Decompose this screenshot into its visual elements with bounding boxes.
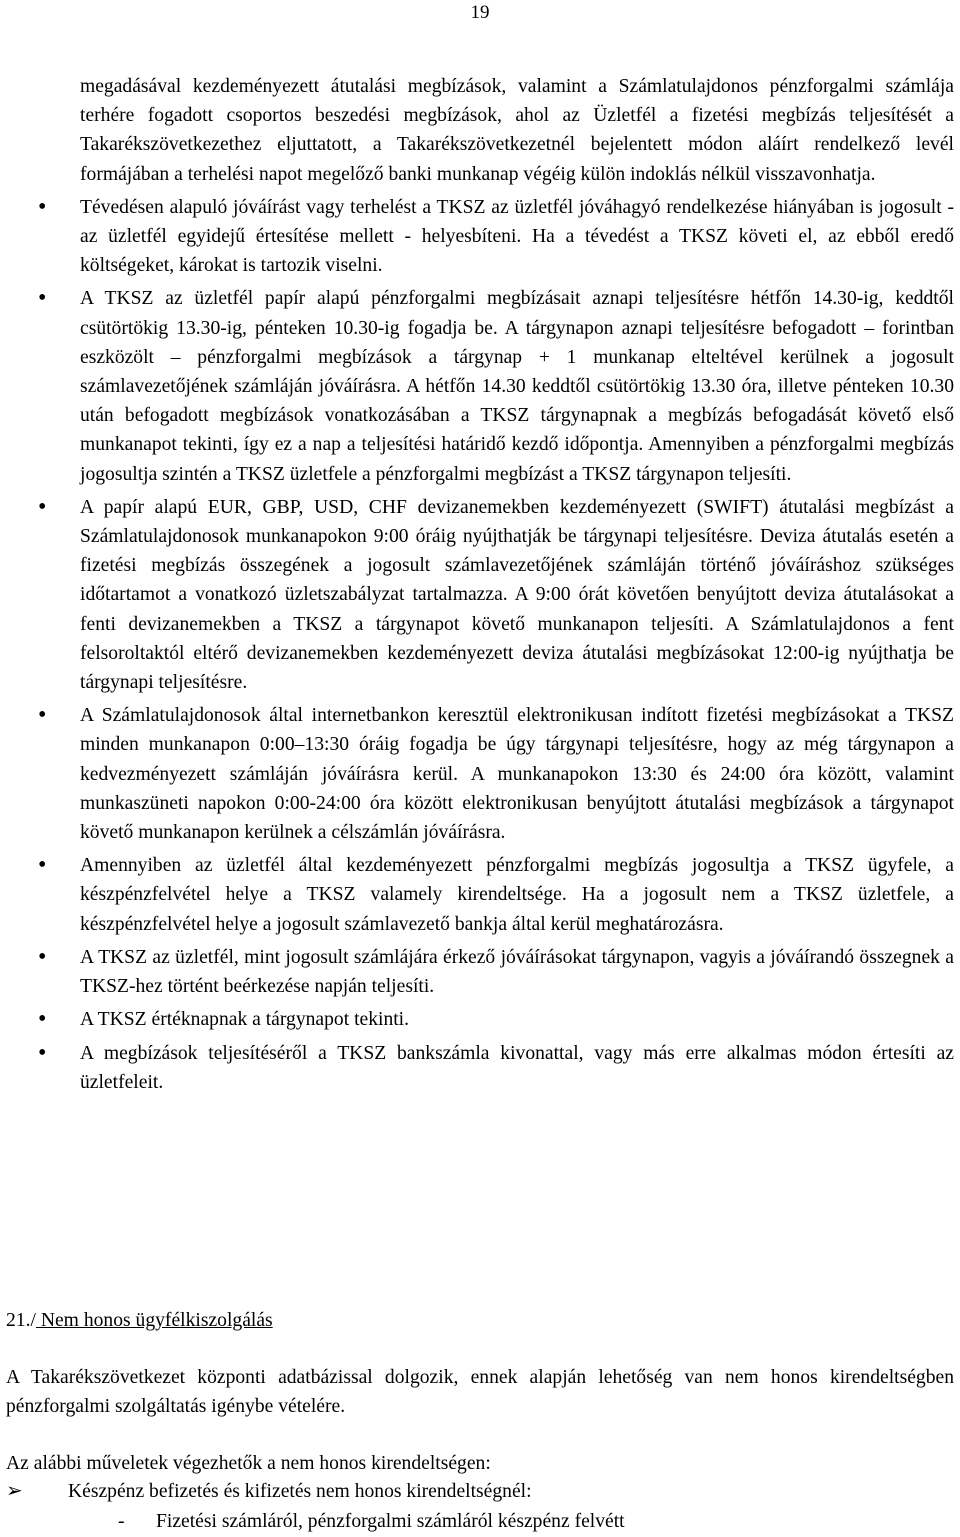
- bullet-icon: •: [38, 1039, 47, 1066]
- list-item-text: A Számlatulajdonosok által internetbankon keresztül elektronikusan indított fizetési megbízásokat a TKSZ minden munkanapon 0:00–13:30 óráig fogadja be úgy tárgynapi teljesítésre, hogy az még tárgynapon a kedvezményezett számláján jóváírásra kerül. A munkanapokon 13:30 és 24:00 óra között, valamint munkaszüneti napokon 0:00-24:00 óra között elektronikusan benyújtott átutalási megbízások a tárgynapot követő munkanapon kerülnek a célszámlán jóváírásra.: [80, 705, 954, 844]
- dash-bullet-icon: -: [118, 1511, 125, 1532]
- list-item: [0, 1005, 960, 1034]
- dash-list-item: [118, 1507, 938, 1536]
- list-item: [0, 493, 960, 697]
- section-number: 21./: [6, 1310, 36, 1331]
- intro-paragraph: A Takarékszövetkezet központi adatbázissal dolgozik, ennek alapján lehetőség van nem honos kirendeltségben pénzforgalmi szolgáltatás igénybe vételére.: [6, 1367, 954, 1417]
- bullet-icon: •: [38, 285, 47, 312]
- list-item: [0, 284, 960, 488]
- list-item-text: megadásával kezdeményezett átutalási megbízások, valamint a Számlatulajdonos pénzforgalmi számlája terhére fogadott csoportos beszedési megbízások, ahol az Üzletfél a fizetési megbízás teljesítését a Takarékszövetkezethez eljuttatott, a Takarékszövetkezetnél bejelentett módon aláírt rendelkező levél formájában a terhelési napot megelőző banki munkanap végéig külön indoklás nélkül visszavonhatja.: [80, 76, 954, 185]
- list-item: [0, 1039, 960, 1097]
- list-item-text: A megbízások teljesítéséről a TKSZ bankszámla kivonattal, vagy más erre alkalmas módon értesíti az üzletfeleit.: [80, 1042, 954, 1093]
- list-item-text: A TKSZ az üzletfél, mint jogosult számlájára érkező jóváírásokat tárgynapon, vagyis a jóváírandó összegnek a TKSZ-hez történt beérkezése napján teljesíti.: [80, 946, 954, 998]
- bullet-icon: •: [38, 193, 47, 220]
- list-item-text: A TKSZ értéknapnak a tárgynapot tekinti.: [80, 1009, 410, 1031]
- bullet-icon: •: [38, 493, 47, 520]
- list-item-text: Tévedésen alapuló jóváírást vagy terhelést a TKSZ az üzletfél jóváhagyó rendelkezése hiányában is jogosult - az üzletfél egyidejű értesítése mellett - helyesbíteni. Ha a tévedést a TKSZ követi el, az ebből eredő költségeket, károkat is tartozik viselni.: [80, 196, 954, 277]
- arrow-item-text: Készpénz befizetés és kifizetés nem honos kirendeltségnél:: [68, 1481, 532, 1502]
- bullet-icon: •: [38, 943, 47, 970]
- dash-item-text: Fizetési számláról, pénzforgalmi számláról készpénz felvétt: [156, 1511, 625, 1532]
- page-number: 19: [470, 2, 490, 23]
- arrow-list-item: [6, 1477, 946, 1506]
- bullet-list: [0, 72, 960, 1101]
- list-item: [0, 851, 960, 939]
- list-item-text: A TKSZ az üzletfél papír alapú pénzforgalmi megbízásait aznapi teljesítésre hétfőn 14.30-ig, keddtől csütörtökig 13.30-ig, pénteken 10.30-ig fogadja be. A tárgynapon aznapi teljesítésre befogadott – forintban eszközölt – pénzforgalmi megbízások a tárgynap + 1 munkanap elteltével kerülnek a jogosult számlavezetőjének számláján jóváírásra. A hétfőn 14.30 keddtől csütörtökig 13.30 óra, illetve pénteken 10.30 után befogadott megbízások vonatkozásában a TKSZ tárgynapnak a megbízás befogadását követő első munkanapot tekinti, így ez a nap a teljesítési határidő kezdő időpontja. Amennyiben a pénzforgalmi megbízás jogosultja szintén a TKSZ üzletfele a pénzforgalmi megbízást a TKSZ tárgynapon teljesíti.: [80, 288, 954, 485]
- section-heading: [6, 1306, 946, 1335]
- operations-intro: Az alábbi műveletek végezhetők a nem honos kirendeltségen:: [6, 1453, 491, 1474]
- list-item: [0, 701, 960, 847]
- list-item-text: Amennyiben az üzletfél által kezdeményezett pénzforgalmi megbízás jogosultja a TKSZ ügyfele, a készpénzfelvétel helye a TKSZ valamely kirendeltsége. Ha a jogosult nem a TKSZ üzletfele, a készpénzfelvétel helye a jogosult számlavezető bankja által kerül meghatározásra.: [80, 855, 954, 935]
- list-item: [0, 72, 960, 189]
- arrow-bullet-icon: ➢: [6, 1480, 23, 1502]
- bullet-icon: •: [38, 702, 47, 729]
- list-item: [0, 943, 960, 1001]
- bullet-icon: •: [38, 1006, 47, 1033]
- section-title: Nem honos ügyfélkiszolgálás: [35, 1310, 273, 1331]
- list-item: [0, 193, 960, 281]
- list-item-text: A papír alapú EUR, GBP, USD, CHF devizanemekben kezdeményezett (SWIFT) átutalási megbízást a Számlatulajdonosok munkanapokon 9:00 óráig nyújthatják be tárgynapi teljesítésre. Deviza átutalás esetén a fizetési megbízás összegének a jogosult számlavezetőjének számláján történő jóváíráshoz szükséges időtartamot a vonatkozó üzletszabályzat tartalmazza. A 9:00 órát követően benyújtott deviza átutalásokat a fenti devizanemekben a TKSZ a tárgynapot követő munkanapon teljesíti. A Számlatulajdonos a fent felsoroltaktól eltérő devizanemekben kezdeményezett deviza átutalási megbízásokat 12:00-ig nyújthatja be tárgynapi teljesítésre.: [80, 496, 954, 694]
- bullet-icon: •: [38, 852, 47, 879]
